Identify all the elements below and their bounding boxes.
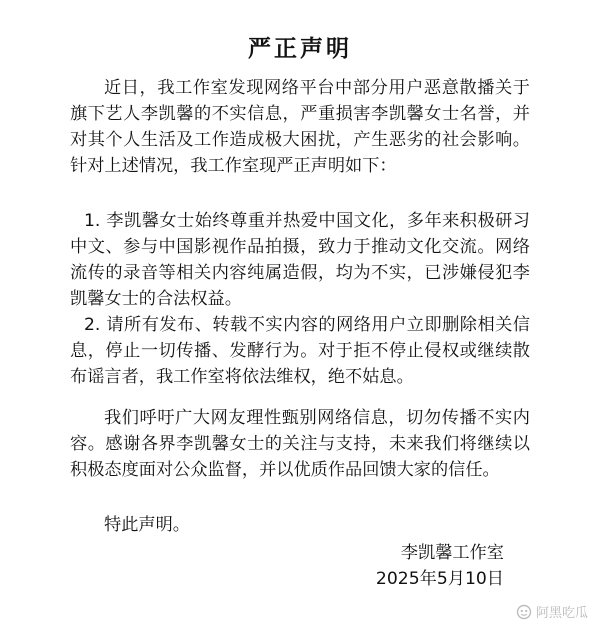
closing-line: 特此声明。 <box>104 515 190 535</box>
appeal-paragraph: 我们呼吁广大网友理性甄别网络信息，切勿传播不实内容。感谢各界李凯馨女士的关注与支持，未来我们将继续以积极态度面对公众监督，并以优质作品回馈大家的信任。 <box>70 408 530 480</box>
statement-item-2: 2. 请所有发布、转载不实内容的网络用户立即删除相关信息，停止一切传播、发酵行为。对于拒不停止侵权或继续散布谣言者，我工作室将依法维权，绝不姑息。 <box>70 315 530 387</box>
statement-item-1: 1. 李凯馨女士始终尊重并热爱中国文化，多年来积极研习中文、参与中国影视作品拍摄，致力于推动文化交流。网络流传的录音等相关内容纯属造假，均为不实，已涉嫌侵犯李凯馨女士的合法权益。 <box>70 211 530 309</box>
signature-date: 2025年5月10日 <box>375 569 504 589</box>
watermark-logo-icon <box>516 604 532 620</box>
signature-name: 李凯馨工作室 <box>400 543 504 563</box>
watermark <box>516 602 588 621</box>
watermark-text: 阿黑吃瓜 <box>535 606 588 621</box>
intro-paragraph: 近日，我工作室发现网络平台中部分用户恶意散播关于旗下艺人李凯馨的不实信息，严重损害李凯馨女士名誉，并对其个人生活及工作造成极大困扰，产生恶劣的社会影响。针对上述情况，我工作室现严正声明如下： <box>70 78 530 176</box>
signature-block <box>376 540 504 592</box>
document-title: 严正声明 <box>248 36 352 62</box>
